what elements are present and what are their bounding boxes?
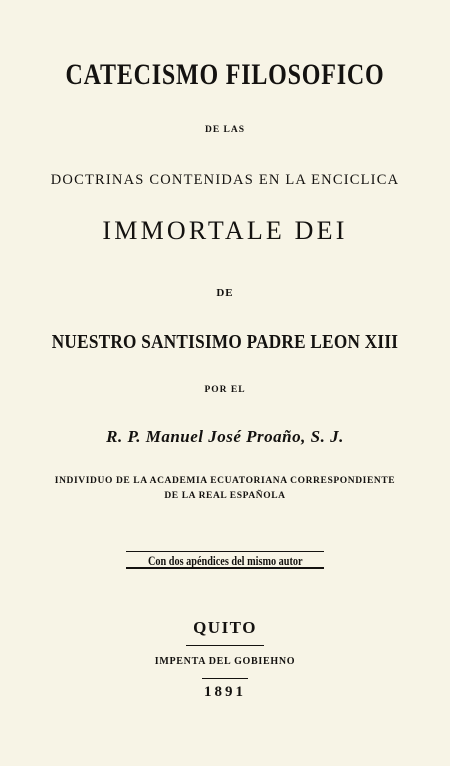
author-name: R. P. Manuel José Proaño, S. J. xyxy=(106,427,344,446)
connector-de: DE xyxy=(216,287,234,299)
connector-de-las: DE LAS xyxy=(204,125,246,135)
book-title: CATECISMO FILOSOFICO xyxy=(65,58,385,91)
pope-name: NUESTRO SANTISIMO PADRE LEON XIII xyxy=(51,331,399,353)
subtitle-doctrinas: DOCTRINAS CONTENIDAS EN LA ENCICLICA xyxy=(50,172,400,188)
appendix-note: Con dos apéndices del mismo autor xyxy=(147,554,303,568)
imprint-printer: IMPENTA DEL GOBIEHNO xyxy=(154,656,296,667)
imprint-city: QUITO xyxy=(193,618,257,637)
connector-por-el: POR EL xyxy=(204,385,246,395)
affiliation-line-2: DE LA REAL ESPAÑOLA xyxy=(164,491,286,501)
affiliation-line-1: INDIVIDUO DE LA ACADEMIA ECUATORIANA CORRESPONDIENTE xyxy=(54,476,396,486)
divider-rule-bottom xyxy=(202,678,248,679)
encyclical-title: IMMORTALE DEI xyxy=(102,216,348,245)
appendix-note-box xyxy=(126,551,324,569)
imprint-year: 1891 xyxy=(204,684,246,700)
author-affiliation xyxy=(0,474,450,504)
divider-rule-top xyxy=(186,645,264,646)
